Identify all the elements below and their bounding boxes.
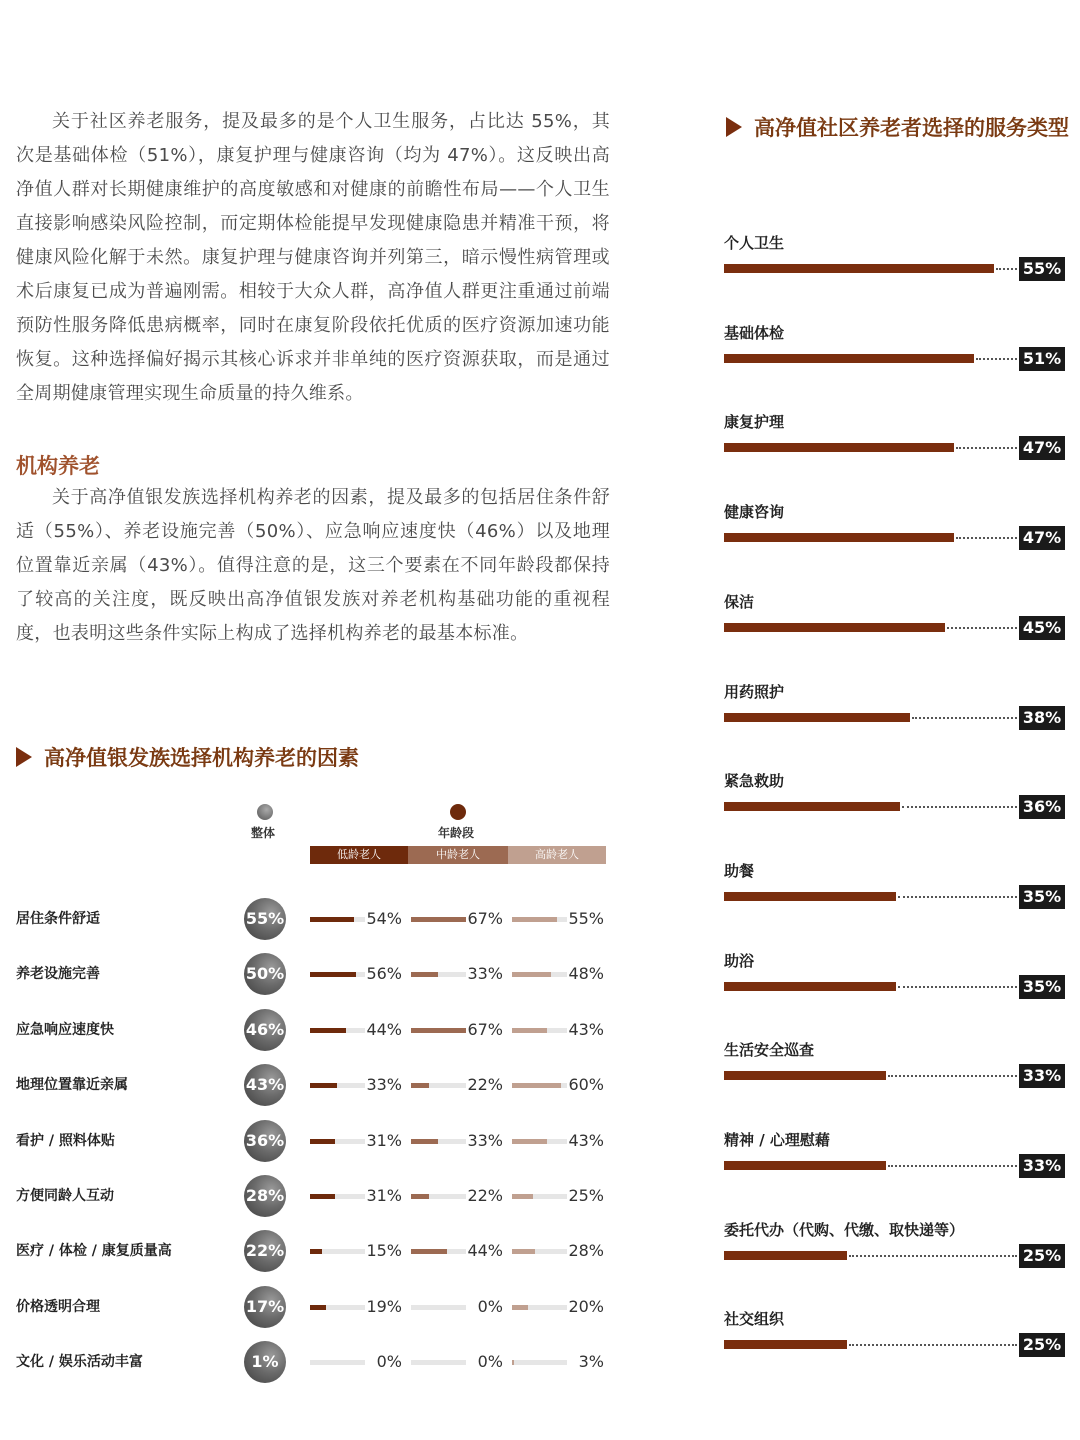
service-label: 生活安全巡查 (724, 1041, 815, 1060)
age-bar-fill (310, 917, 354, 922)
triangle-bullet-icon (16, 747, 32, 767)
age-bar-track (310, 1249, 365, 1254)
age-bar-fill (512, 1360, 514, 1365)
age-bar-fill (411, 917, 466, 922)
service-label: 个人卫生 (724, 234, 785, 252)
factor-label: 应急响应速度快 (16, 1021, 114, 1038)
service-value: 51% (1019, 347, 1065, 371)
age-bar-track (512, 1249, 567, 1254)
service-bar (724, 713, 910, 722)
service-value: 35% (1019, 885, 1065, 909)
age-bar-track (411, 1360, 466, 1365)
service-value: 36% (1019, 795, 1065, 819)
factor-label: 地理位置靠近亲属 (16, 1077, 128, 1094)
age-header-high: 高龄老人 (508, 846, 606, 864)
service-dotted-leader (888, 1165, 1017, 1167)
age-bar-track (310, 1028, 365, 1033)
age-value: 54% (366, 909, 402, 928)
age-value: 44% (467, 1241, 503, 1261)
service-value: 47% (1019, 436, 1065, 460)
age-bar-track (411, 1305, 466, 1310)
service-chart-title-row (726, 112, 1069, 142)
overall-percent-circle: 1% (244, 1341, 286, 1383)
age-bar-fill (512, 1028, 547, 1033)
service-bar (724, 802, 900, 811)
age-value: 60% (568, 1075, 604, 1095)
service-label: 健康咨询 (724, 503, 785, 522)
age-bar-track (310, 1194, 365, 1199)
age-bar-track (512, 917, 567, 922)
age-value: 67% (467, 1019, 503, 1039)
service-bar (724, 533, 954, 542)
age-bar-fill (512, 1305, 528, 1310)
age-value: 3% (578, 1352, 604, 1372)
age-bar-fill (310, 1139, 335, 1144)
overall-percent-circle: 50% (244, 953, 286, 995)
service-dotted-leader (996, 268, 1018, 270)
age-value: 56% (366, 964, 402, 984)
overall-legend-dot (257, 804, 273, 820)
age-header-mid: 中龄老人 (408, 846, 508, 864)
service-dotted-leader (912, 717, 1017, 719)
age-bar-track (512, 1139, 567, 1144)
service-label: 精神 / 心理慰藉 (724, 1131, 830, 1149)
age-value: 43% (568, 1130, 604, 1150)
intro-paragraph: 关于社区养老服务，提及最多的是个人卫生服务，占比达 55%，其次是基础体检（51%），康复护理与健康咨询（均为 47%）。这反映出高净值人群对长期健康维护的高度敏感和对健康的前瞻性布局——个人卫生直接影响感染风险控制，而定期体检能提早发现健康隐患并精准干预，将健康风险化解于未然。康复护理与健康咨询并列第三，暗示慢性病管理或术后康复已成为普遍刚需。相较于大众人群，高净值人群更注重通过前端预防性服务降低患病概率，同时在康复阶段依托优质的医疗资源加速功能恢复。这种选择偏好揭示其核心诉求并非单纯的医疗资源获取，而是通过全周期健康管理实现生命质量的持久维系。 (16, 111, 610, 404)
age-value: 25% (568, 1186, 604, 1205)
service-label: 委托代办（代购、代缴、取快递等） (724, 1220, 965, 1239)
age-bar-fill (310, 1249, 322, 1254)
age-value: 0% (477, 1352, 503, 1372)
service-value: 47% (1019, 526, 1065, 550)
service-value: 45% (1019, 616, 1065, 640)
age-value: 33% (366, 1075, 402, 1095)
service-value: 38% (1019, 706, 1065, 730)
service-label: 助餐 (724, 861, 755, 880)
age-bar-fill (411, 1194, 429, 1199)
age-bar-track (512, 1083, 567, 1088)
age-bar-track (310, 917, 365, 922)
factor-label: 养老设施完善 (16, 966, 100, 983)
age-bar-track (411, 1249, 466, 1254)
triangle-bullet-icon (726, 117, 742, 137)
age-header-low: 低龄老人 (310, 846, 408, 864)
age-bar-fill (310, 1028, 346, 1033)
age-bar-track (310, 1305, 365, 1310)
overall-percent-circle: 22% (244, 1230, 286, 1272)
age-value: 0% (477, 1296, 503, 1316)
service-value: 35% (1019, 975, 1065, 999)
age-bar-track (310, 1360, 365, 1365)
service-dotted-leader (956, 447, 1017, 449)
institution-section-title: 机构养老 (16, 454, 100, 478)
age-bar-fill (512, 972, 551, 977)
service-bar (724, 623, 945, 632)
service-bar (724, 1161, 886, 1170)
institution-paragraph: 关于高净值银发族选择机构养老的因素，提及最多的包括居住条件舒适（55%）、养老设施完善（50%）、应急响应速度快（46%）以及地理位置靠近亲属（43%）。值得注意的是，这三个要素在不同年龄段都保持了较高的关注度，既反映出高净值银发族对养老机构基础功能的重视程度，也表明这些条件实际上构成了选择机构养老的最基本标准。 (16, 487, 610, 644)
service-label: 紧急救助 (724, 772, 785, 791)
age-bar-track (310, 972, 365, 977)
service-dotted-leader (902, 806, 1017, 808)
service-value: 33% (1019, 1064, 1065, 1088)
age-value: 48% (568, 964, 604, 984)
factor-label: 文化 / 娱乐活动丰富 (16, 1354, 143, 1371)
age-bar-fill (512, 917, 557, 922)
age-value: 31% (366, 1186, 402, 1205)
factor-label: 价格透明合理 (16, 1298, 100, 1315)
age-value: 55% (568, 909, 604, 928)
service-bar (724, 892, 896, 901)
factor-chart-title-row (16, 742, 359, 772)
service-label: 康复护理 (724, 413, 785, 432)
age-bar-track (512, 1305, 567, 1310)
age-bar-fill (512, 1139, 547, 1144)
age-value: 33% (467, 964, 503, 984)
service-chart-title: 高净值社区养老者选择的服务类型 (754, 116, 1069, 140)
service-dotted-leader (947, 627, 1018, 629)
service-bar (724, 443, 954, 452)
age-bar-track (310, 1139, 365, 1144)
age-bar-fill (512, 1249, 535, 1254)
service-dotted-leader (898, 986, 1018, 988)
age-value: 44% (366, 1019, 402, 1039)
overall-percent-circle: 55% (244, 898, 286, 940)
age-value: 67% (467, 909, 503, 928)
age-bar-track (411, 1083, 466, 1088)
overall-percent-circle: 46% (244, 1009, 286, 1051)
overall-percent-circle: 36% (244, 1120, 286, 1162)
service-value: 33% (1019, 1154, 1065, 1178)
service-value: 25% (1019, 1244, 1065, 1268)
service-label: 基础体检 (724, 323, 785, 342)
age-bar-fill (411, 1249, 447, 1254)
age-value: 22% (467, 1186, 503, 1205)
service-bar (724, 982, 896, 991)
age-bar-track (411, 1139, 466, 1144)
factor-label: 医疗 / 体检 / 康复质量高 (16, 1243, 172, 1260)
age-bar-track (512, 972, 567, 977)
age-bar-fill (310, 1305, 326, 1310)
age-value: 28% (568, 1241, 604, 1261)
age-bar-fill (512, 1194, 533, 1199)
age-value: 22% (467, 1075, 503, 1095)
service-value: 55% (1019, 257, 1065, 281)
service-label: 社交组织 (724, 1310, 785, 1329)
age-value: 31% (366, 1130, 402, 1150)
service-dotted-leader (898, 896, 1018, 898)
age-group-legend-label: 年龄段 (438, 826, 475, 840)
service-dotted-leader (849, 1255, 1018, 1257)
service-label: 助浴 (724, 951, 755, 970)
age-bar-track (512, 1028, 567, 1033)
factor-label: 居住条件舒适 (16, 911, 100, 927)
age-bar-track (310, 1083, 365, 1088)
service-value: 25% (1019, 1333, 1065, 1357)
factor-label: 方便同龄人互动 (16, 1188, 114, 1204)
age-bar-fill (512, 1083, 561, 1088)
age-bar-fill (411, 972, 438, 977)
age-bar-fill (411, 1028, 466, 1033)
age-bar-fill (310, 972, 356, 977)
service-bar (724, 264, 994, 273)
age-value: 0% (376, 1352, 402, 1372)
service-label: 保洁 (724, 592, 755, 611)
factor-chart-title: 高净值银发族选择机构养老的因素 (44, 746, 359, 770)
age-bar-track (411, 1194, 466, 1199)
age-value: 33% (467, 1130, 503, 1150)
overall-percent-circle: 28% (244, 1175, 286, 1217)
overall-percent-circle: 43% (244, 1064, 286, 1106)
age-group-legend-dot (450, 804, 466, 820)
service-dotted-leader (976, 358, 1017, 360)
age-bar-track (411, 972, 466, 977)
age-bar-fill (310, 1194, 335, 1199)
age-bar-track (512, 1360, 567, 1365)
age-bar-track (512, 1194, 567, 1199)
age-bar-track (411, 917, 466, 922)
age-bar-fill (411, 1083, 429, 1088)
age-value: 43% (568, 1019, 604, 1039)
service-dotted-leader (888, 1075, 1017, 1077)
age-value: 20% (568, 1296, 604, 1316)
age-bar-fill (310, 1083, 337, 1088)
service-dotted-leader (956, 537, 1017, 539)
age-value: 19% (366, 1296, 402, 1316)
service-bar (724, 1071, 886, 1080)
overall-percent-circle: 17% (244, 1286, 286, 1328)
overall-legend-label: 整体 (251, 826, 276, 840)
service-bar (724, 1340, 847, 1349)
age-value: 15% (366, 1241, 402, 1261)
service-dotted-leader (849, 1344, 1018, 1346)
factor-label: 看护 / 照料体贴 (16, 1132, 115, 1149)
age-bar-track (411, 1028, 466, 1033)
service-bar (724, 1251, 847, 1260)
age-bar-fill (411, 1139, 438, 1144)
service-bar (724, 354, 974, 363)
service-label: 用药照护 (724, 682, 785, 701)
